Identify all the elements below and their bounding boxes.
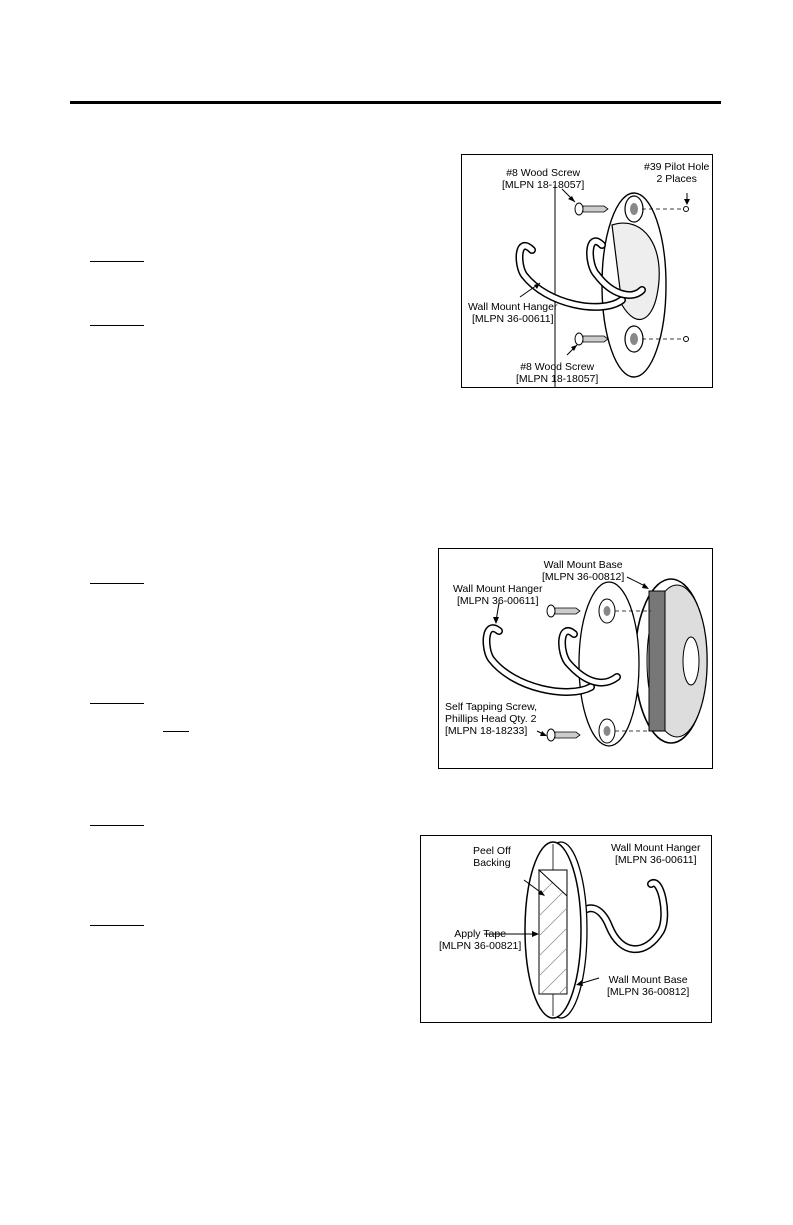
step-underline bbox=[90, 583, 144, 584]
header-rule bbox=[70, 101, 721, 104]
label-hanger: Wall Mount Hanger [MLPN 36-00611] bbox=[453, 583, 543, 607]
step-underline bbox=[90, 261, 144, 262]
step-underline bbox=[90, 825, 144, 826]
label-hanger: Wall Mount Hanger [MLPN 36-00611] bbox=[468, 301, 558, 325]
label-pilot-hole: #39 Pilot Hole 2 Places bbox=[644, 161, 710, 185]
step-underline bbox=[163, 731, 189, 732]
figure-wall-mount-hanger-screws bbox=[461, 154, 713, 388]
label-wood-screw-top: #8 Wood Screw [MLPN 18-18057] bbox=[502, 167, 585, 191]
step-underline bbox=[90, 925, 144, 926]
label-peel-off: Peel Off Backing bbox=[473, 845, 511, 869]
step-underline bbox=[90, 325, 144, 326]
label-base: Wall Mount Base [MLPN 36-00812] bbox=[607, 974, 690, 998]
label-screw: Self Tapping Screw, Phillips Head Qty. 2 [MLPN 18-18233] bbox=[445, 701, 538, 737]
label-base: Wall Mount Base [MLPN 36-00812] bbox=[542, 559, 625, 583]
figure-hanger-to-base bbox=[438, 548, 713, 769]
step-underline bbox=[90, 703, 144, 704]
label-tape: Apply Tape [MLPN 36-00821] bbox=[439, 928, 522, 952]
label-wood-screw-bottom: #8 Wood Screw [MLPN 18-18057] bbox=[516, 361, 599, 385]
figure-apply-tape bbox=[420, 835, 712, 1023]
label-hanger: Wall Mount Hanger [MLPN 36-00611] bbox=[611, 842, 701, 866]
hanger-screw-illustration bbox=[462, 155, 712, 387]
